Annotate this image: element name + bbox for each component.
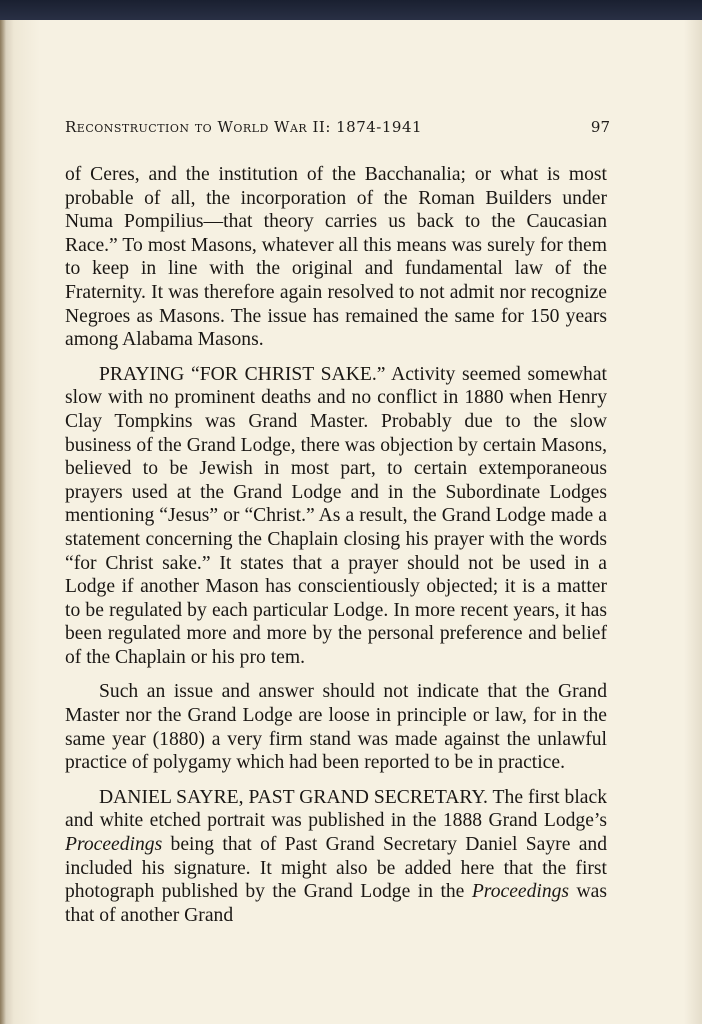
paragraph-p3 <box>65 680 607 774</box>
text-segment: DANIEL SAYRE, PAST GRAND SECRETARY. The first black and white etched portrait was published in the 1888 Grand Lodge’s <box>65 786 607 832</box>
paragraph-p1 <box>65 163 607 352</box>
body-text <box>65 163 607 991</box>
text-segment: of Ceres, and the institution of the Bacchanalia; or what is most probable of all, the incorporation of the Roman Builders under Numa Pompilius—that theory carries us back to the Caucasian Race.” To most Masons, whatever all this means was surely for them to keep in line with the original and fundamental law of the Fraternity. It was therefore again resolved to not admit nor recognize Negroes as Masons. The issue has remained the same for 150 years among Alabama Masons. <box>65 164 607 351</box>
text-segment: PRAYING “FOR CHRIST SAKE.” Activity seemed somewhat slow with no prominent deaths and no conflict in 1880 when Henry Clay Tompkins was Grand Master. Probably due to the slow business of the Grand Lodge, there was objection by certain Masons, believed to be Jewish in most part, to certain extemporaneous prayers used at the Grand Lodge and in the Subordinate Lodges mentioning “Jesus” or “Christ.” As a result, the Grand Lodge made a statement concerning the Chaplain closing his prayer with the words “for Christ sake.” It states that a prayer should not be used in a Lodge if another Mason has conscientiously objected; it is a matter to be regulated by each particular Lodge. In more recent years, it has been regulated more and more by the personal preference and belief of the Chaplain or his pro tem. <box>65 363 607 668</box>
page-number: 97 <box>590 118 610 136</box>
italic-title: Proceedings <box>471 881 570 903</box>
text-segment: was that of another Grand <box>65 881 607 926</box>
italic-title: Proceedings <box>65 834 163 856</box>
paragraph-p4 <box>65 786 607 928</box>
page-gutter-shadow <box>0 20 6 1024</box>
text-segment: being that of Past Grand Secretary Daniel Sayre and included his signature. It might also be added here that the first photograph published by the Grand Lodge in the <box>65 834 607 903</box>
text-segment: Such an issue and answer should not indicate that the Grand Master nor the Grand Lodge are loose in principle or law, for in the same year (1880) a very firm stand was made against the unlawful practice of polygamy which had been reported to be in practice. <box>65 681 607 774</box>
paragraph-p2 <box>65 363 607 670</box>
page-top-edge <box>0 0 702 22</box>
running-title: Reconstruction to World War II: 1874-1941 <box>65 118 423 136</box>
running-head <box>65 118 610 142</box>
